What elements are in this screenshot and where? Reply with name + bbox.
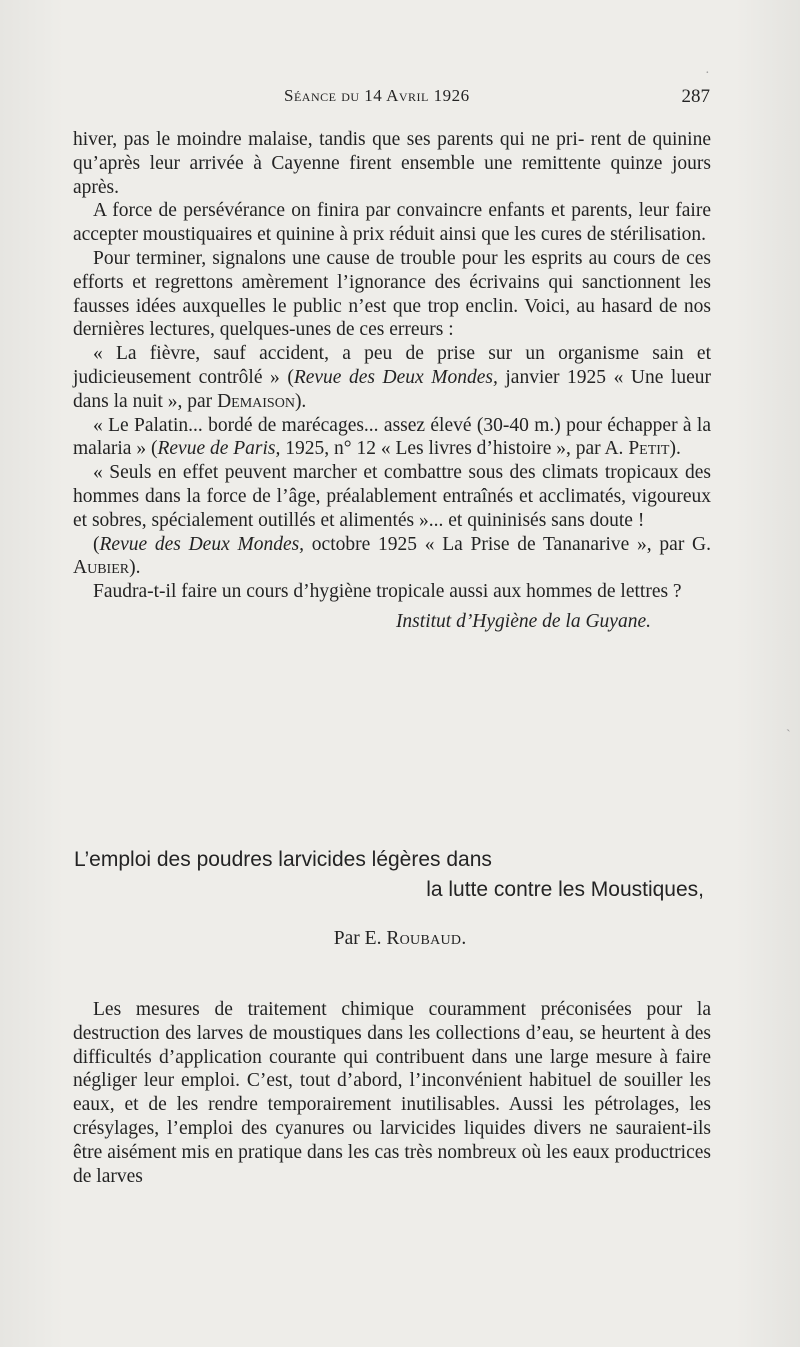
byline-author: Roubaud (386, 928, 462, 949)
article-paragraph: Les mesures de traitement chimique couramment préconisées pour la destruction des larves de moustiques dans les collections d’eau, se heurtent à des difficultés d’application courante qui contribuent dans une large mesure à faire négliger leur emploi. C’est, tout d’abord, l’inconvénient habituel de souiller les eaux, et de les rendre temporairement inutilisables. Aussi les pétrolages, les crésylages, l’emploi des cyanures ou larvicides liquides divers ne sauraient-ils être aisément mis en pratique dans les cas très nombreux où les eaux productrices de larves (73, 999, 711, 1187)
quote-author: Demaison (217, 390, 295, 412)
quote-source: Revue des Deux Mondes, (293, 366, 498, 388)
article-body (73, 998, 711, 1188)
quote-paragraph-3: « Seuls en effet peuvent marcher et combattre sous des climats tropicaux des hommes dans la force de l’âge, préalablement entraînés et acclimatés, vigoureux et sobres, spécialement outillés et alimentés »... et quininisés sans doute ! (73, 462, 711, 531)
closing-question: Faudra-t-il faire un cours d’hygiène tropicale aussi aux hommes de lettres ? (93, 581, 682, 603)
quote-detail: octobre 1925 « La Prise de Tananarive », par G. (304, 533, 711, 555)
quote-end: ). (129, 557, 141, 579)
running-title: Séance du 14 Avril 1926 (284, 86, 470, 105)
article-byline (0, 928, 800, 950)
byline-suffix: . (461, 928, 467, 949)
scan-speck: ` (786, 728, 791, 743)
quote-open: ( (93, 533, 100, 555)
quote-detail: 1925, n° 12 « Les livres d’histoire », par A. (280, 438, 629, 460)
paragraph-conclusion: Pour terminer, signalons une cause de trouble pour les esprits au cours de ces efforts et regrettons amèrement l’ignorance des écrivains qui sanctionnent les fausses idées auxquelles le public n’est que trop enclin. Voici, au hasard de nos dernières lectures, quelques-unes de ces erreurs : (73, 247, 711, 341)
quote-detail: janvier 1925 « Une lueur dans la nuit », par (73, 366, 711, 412)
quote-author: Petit (628, 438, 670, 460)
quote-source: Revue des Deux Mondes, (99, 533, 305, 555)
quote-paragraph-1 (73, 342, 711, 413)
quote-text: « La fièvre, sauf accident, a peu de prise sur un organisme sain et judicieusement contrôlé » ( (73, 343, 711, 388)
section-previous-article (73, 128, 711, 634)
scan-speck: · (705, 66, 710, 81)
institution-signature: Institut d’Hygiène de la Guyane. (395, 610, 651, 632)
article-title-line-1: L’emploi des poudres larvicides légères dans (74, 848, 492, 871)
quote-source: Revue de Paris, (157, 438, 281, 460)
article-title-line-2: la lutte contre les Moustiques, (426, 878, 704, 901)
quote-paragraph-2 (73, 414, 711, 462)
paragraph-perseverance: A force de persévérance on finira par convaincre enfants et parents, leur faire accepter moustiquaires et quinine à prix réduit ainsi que les cures de stérilisation. (73, 200, 711, 246)
page-header (74, 86, 710, 114)
quote-author: Aubier (73, 557, 130, 579)
page-number: 287 (681, 86, 710, 107)
byline-prefix: Par E. (333, 928, 387, 949)
paragraph-continuation: hiver, pas le moindre malaise, tandis que ses parents qui ne pri- rent de quinine qu’après leur arrivée à Cayenne firent ensemble une remittente quinze jours après. (73, 129, 711, 198)
quote-end: ). (294, 390, 307, 412)
quote-3-source (73, 533, 711, 581)
quote-text: « Le Palatin... bordé de marécages... assez élevé (30-40 m.) pour échapper à la malaria » ( (73, 414, 711, 460)
quote-end: ). (669, 438, 681, 460)
article-title (74, 845, 704, 905)
